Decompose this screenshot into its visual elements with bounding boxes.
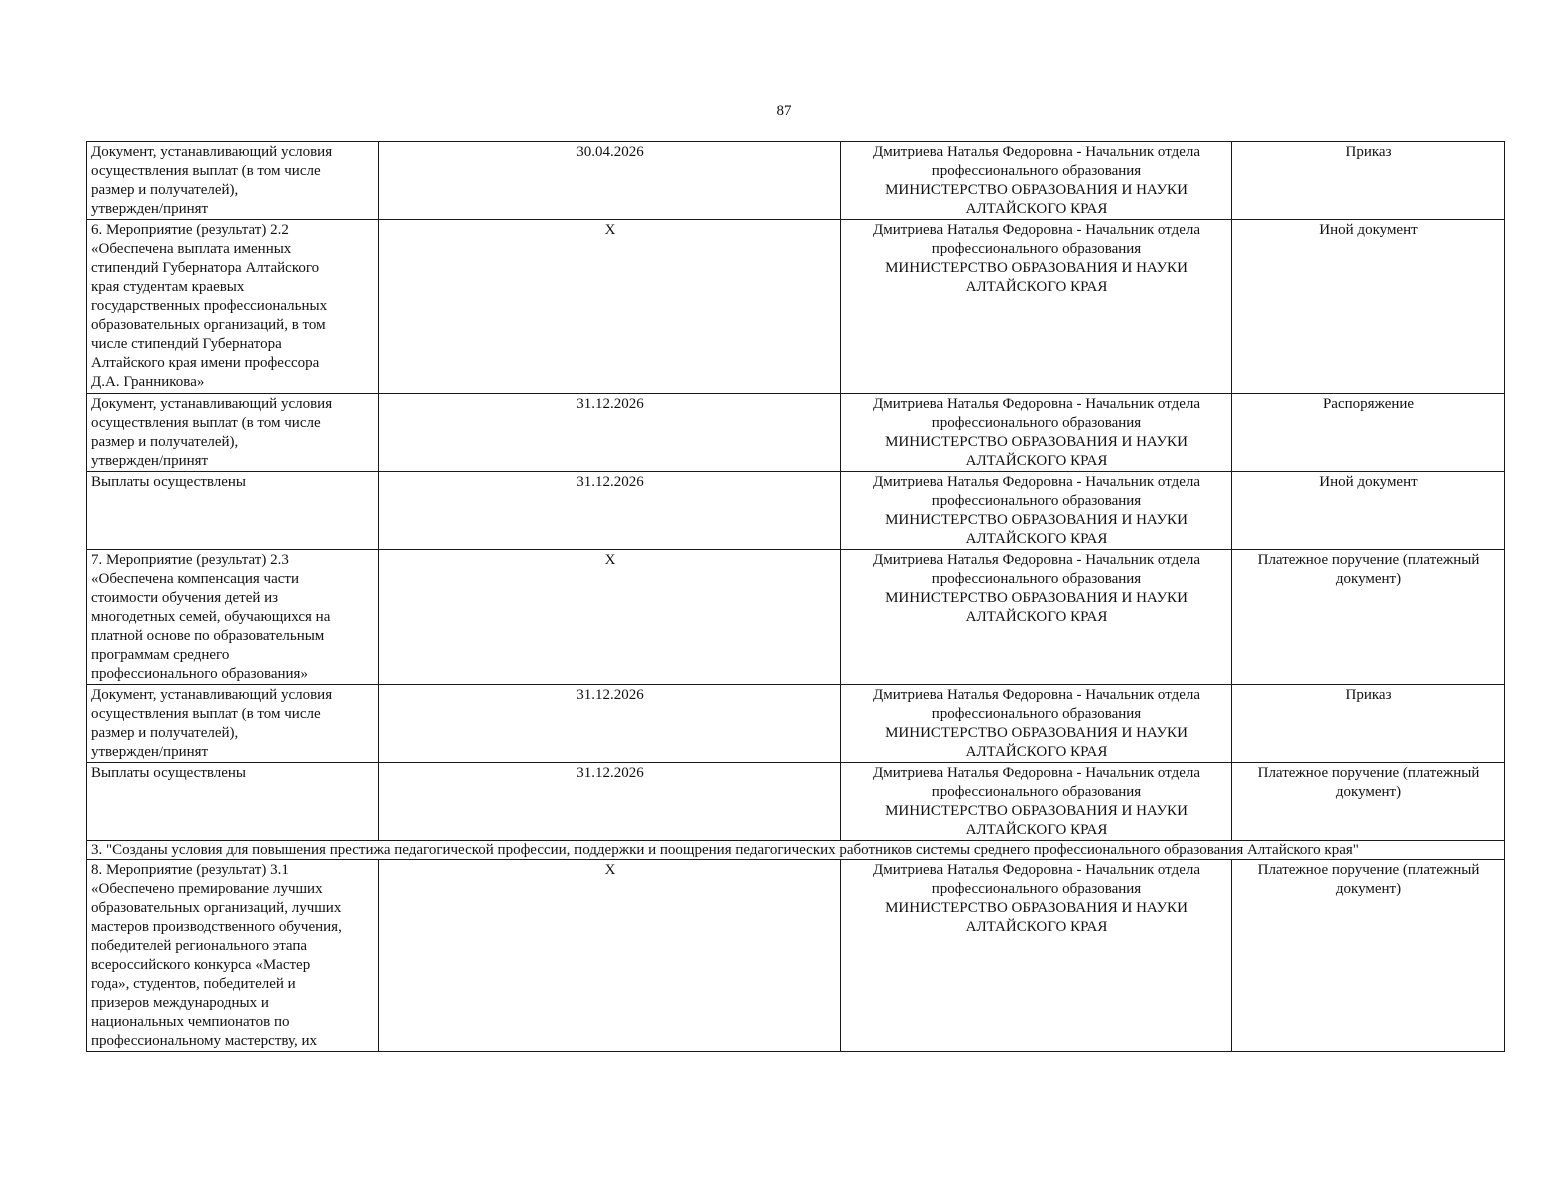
deadline-cell: 30.04.2026 xyxy=(379,142,841,220)
responsible-cell: Дмитриева Наталья Федоровна - Начальник отдела профессионального образования МИНИСТЕРСТВО ОБРАЗОВАНИЯ И НАУКИ АЛТАЙСКОГО КРАЯ xyxy=(841,685,1232,763)
responsible-cell: Дмитриева Наталья Федоровна - Начальник отдела профессионального образования МИНИСТЕРСТВО ОБРАЗОВАНИЯ И НАУКИ АЛТАЙСКОГО КРАЯ xyxy=(841,472,1232,550)
document-type-cell: Платежное поручение (платежный документ) xyxy=(1232,860,1505,1052)
responsible-cell: Дмитриева Наталья Федоровна - Начальник отдела профессионального образования МИНИСТЕРСТВО ОБРАЗОВАНИЯ И НАУКИ АЛТАЙСКОГО КРАЯ xyxy=(841,763,1232,841)
deadline-cell: 31.12.2026 xyxy=(379,763,841,841)
activity-name-cell: Выплаты осуществлены xyxy=(87,472,379,550)
table-row xyxy=(87,142,1505,220)
activity-name-cell: Выплаты осуществлены xyxy=(87,763,379,841)
deadline-cell: X xyxy=(379,860,841,1052)
table-row xyxy=(87,685,1505,763)
activity-name-cell: Документ, устанавливающий условия осуществления выплат (в том числе размер и получателей), утвержден/принят xyxy=(87,685,379,763)
document-type-cell: Иной документ xyxy=(1232,220,1505,394)
document-type-cell: Платежное поручение (платежный документ) xyxy=(1232,763,1505,841)
table-row xyxy=(87,394,1505,472)
activity-name-cell: Документ, устанавливающий условия осуществления выплат (в том числе размер и получателей), утвержден/принят xyxy=(87,394,379,472)
deadline-cell: X xyxy=(379,220,841,394)
deadline-cell: 31.12.2026 xyxy=(379,394,841,472)
table-row xyxy=(87,763,1505,841)
table-row xyxy=(87,220,1505,394)
deadline-cell: 31.12.2026 xyxy=(379,685,841,763)
deadline-cell: 31.12.2026 xyxy=(379,472,841,550)
activities-table xyxy=(86,141,1505,1052)
table-row xyxy=(87,550,1505,685)
activity-name-cell: 6. Мероприятие (результат) 2.2 «Обеспечена выплата именных стипендий Губернатора Алтайского края студентам краевых государственных профессиональных образовательных организаций, в том числе стипендий Губернатора Алтайского края имени профессора Д.А. Гранникова» xyxy=(87,220,379,394)
activity-name-cell: 7. Мероприятие (результат) 2.3 «Обеспечена компенсация части стоимости обучения детей из многодетных семей, обучающихся на платной основе по образовательным программам среднего профессионального образования» xyxy=(87,550,379,685)
activity-name-cell: 8. Мероприятие (результат) 3.1 «Обеспечено премирование лучших образовательных организаций, лучших мастеров производственного обучения, победителей регионального этапа всероссийского конкурса «Мастер года», студентов, победителей и призеров международных и национальных чемпионатов по профессиональному мастерству, их xyxy=(87,860,379,1052)
responsible-cell: Дмитриева Наталья Федоровна - Начальник отдела профессионального образования МИНИСТЕРСТВО ОБРАЗОВАНИЯ И НАУКИ АЛТАЙСКОГО КРАЯ xyxy=(841,220,1232,394)
section-heading: 3. "Созданы условия для повышения престижа педагогической профессии, поддержки и поощрения педагогических работников системы среднего профессионального образования Алтайского края" xyxy=(87,841,1505,860)
section-row xyxy=(87,841,1505,860)
deadline-cell: X xyxy=(379,550,841,685)
activity-name-cell: Документ, устанавливающий условия осуществления выплат (в том числе размер и получателей), утвержден/принят xyxy=(87,142,379,220)
responsible-cell: Дмитриева Наталья Федоровна - Начальник отдела профессионального образования МИНИСТЕРСТВО ОБРАЗОВАНИЯ И НАУКИ АЛТАЙСКОГО КРАЯ xyxy=(841,550,1232,685)
table-row xyxy=(87,472,1505,550)
responsible-cell: Дмитриева Наталья Федоровна - Начальник отдела профессионального образования МИНИСТЕРСТВО ОБРАЗОВАНИЯ И НАУКИ АЛТАЙСКОГО КРАЯ xyxy=(841,394,1232,472)
responsible-cell: Дмитриева Наталья Федоровна - Начальник отдела профессионального образования МИНИСТЕРСТВО ОБРАЗОВАНИЯ И НАУКИ АЛТАЙСКОГО КРАЯ xyxy=(841,142,1232,220)
document-type-cell: Приказ xyxy=(1232,142,1505,220)
table-row xyxy=(87,860,1505,1052)
page-number: 87 xyxy=(776,103,792,119)
document-type-cell: Приказ xyxy=(1232,685,1505,763)
document-type-cell: Платежное поручение (платежный документ) xyxy=(1232,550,1505,685)
document-type-cell: Иной документ xyxy=(1232,472,1505,550)
responsible-cell: Дмитриева Наталья Федоровна - Начальник отдела профессионального образования МИНИСТЕРСТВО ОБРАЗОВАНИЯ И НАУКИ АЛТАЙСКОГО КРАЯ xyxy=(841,860,1232,1052)
document-type-cell: Распоряжение xyxy=(1232,394,1505,472)
